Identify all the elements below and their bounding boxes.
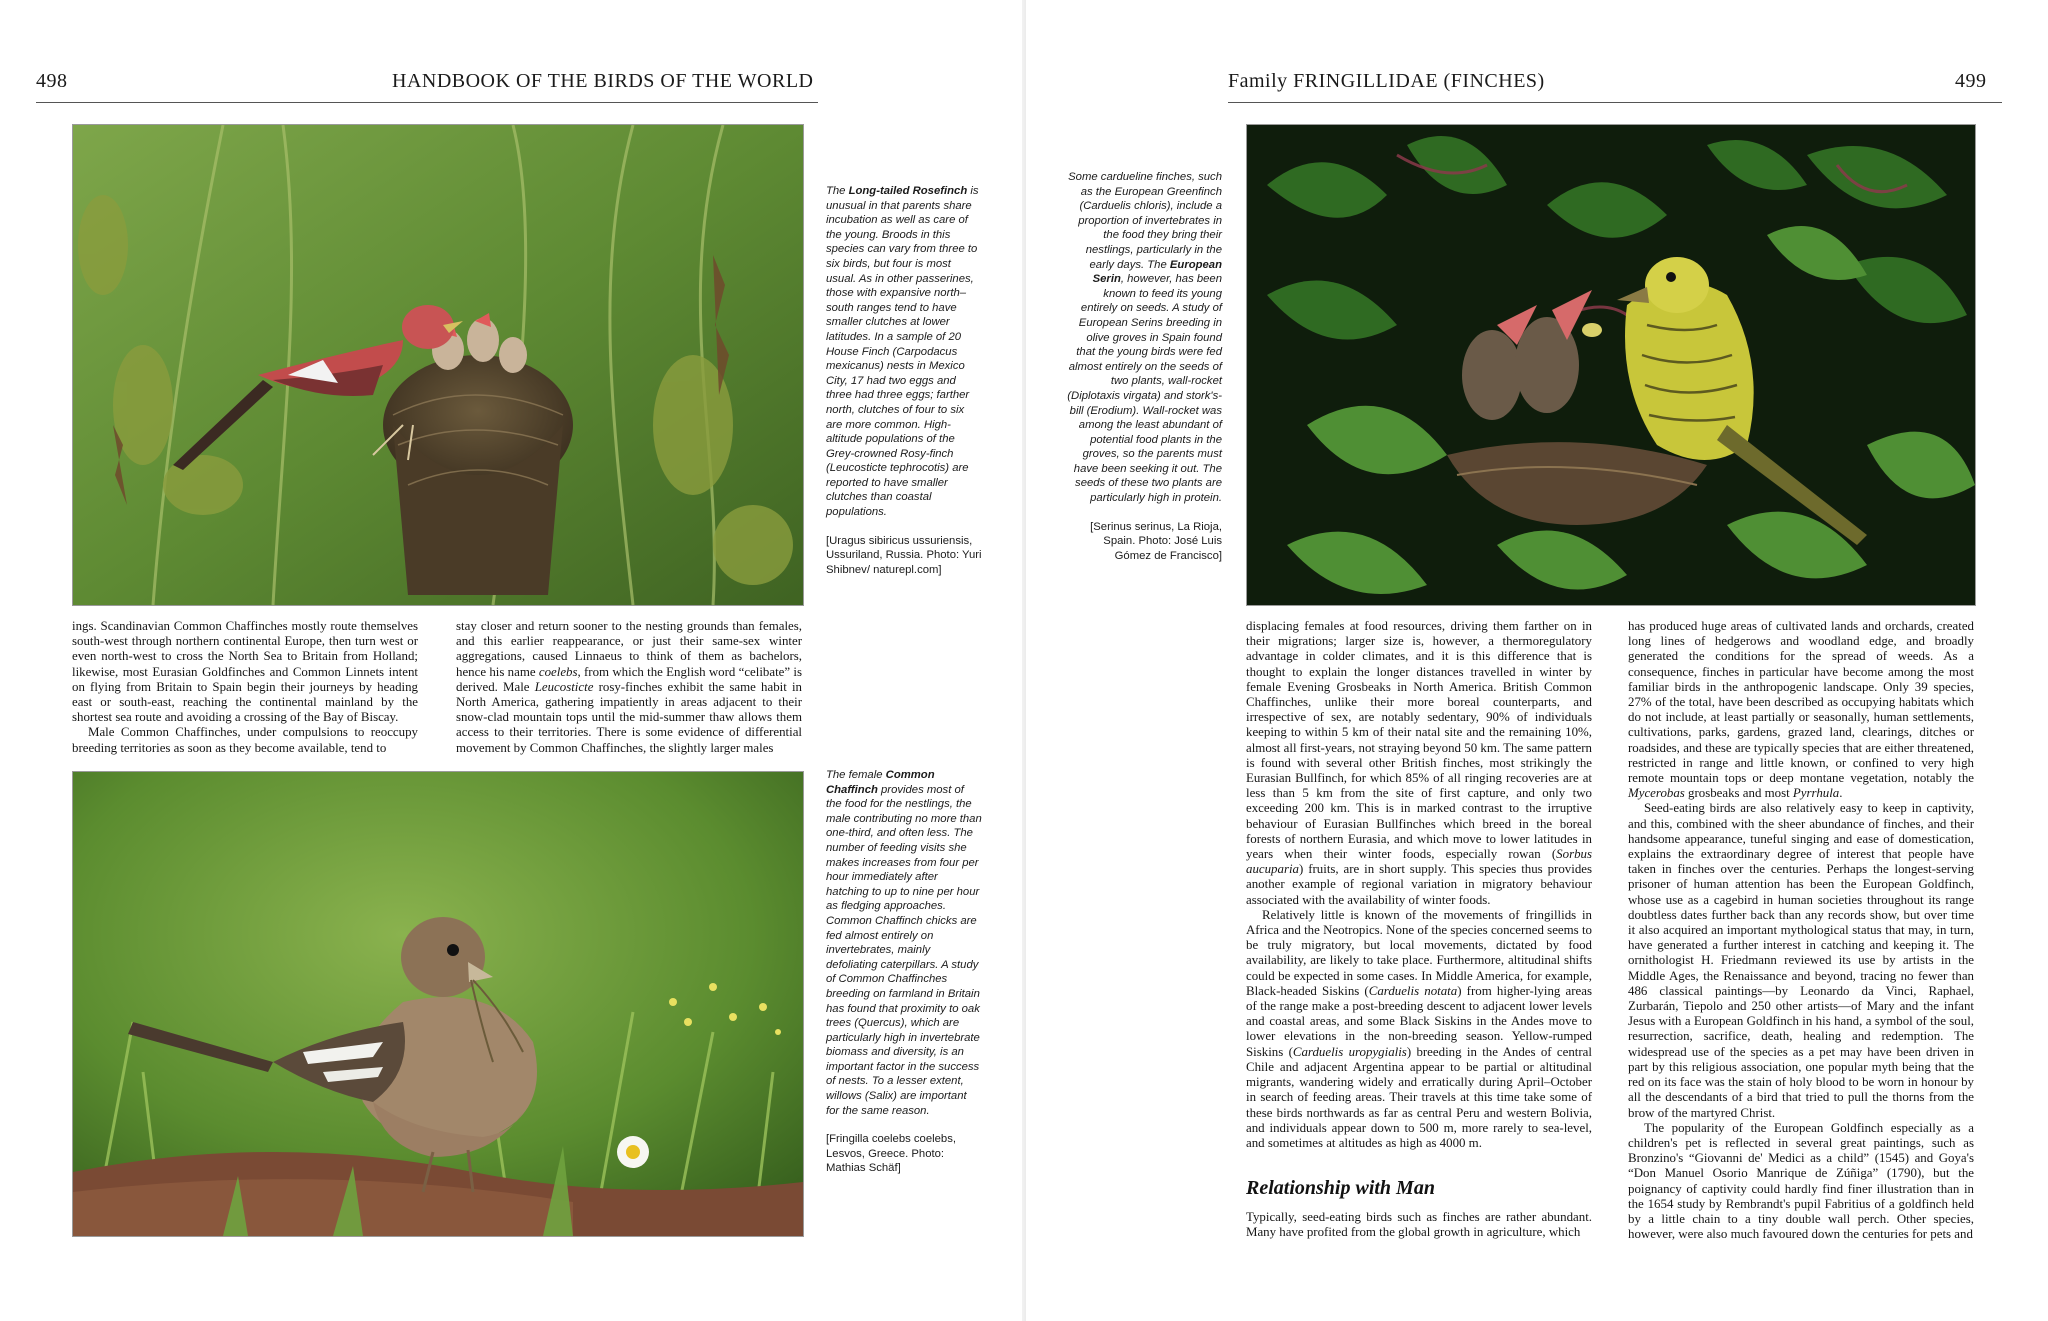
chaffinch-caption: The female Common Chaffinch provides most of the food for the nestlings, the male contributing no more than one-third, and often less. The number of feeding visits she makes increases from four per hour immediately after hatching to up to nine per hour as fledging approaches. Common Chaffinch chicks are fed almost entirely on invertebrates, mainly defoliating caterpillars. A study of Common Chaffinches breeding on farmland in Britain has found that proximity to oak trees (Quercus), which are particularly high in invertebrate biomass and diversity, is an important factor in the success of nests. To a lesser extent, willows (Salix) are important for the same reason. [Fringilla coelebs coelebs, Lesvos, Greece. Photo: Mathias Schäf] [826, 769, 982, 1175]
right-text-column-1: displacing females at food resources, driving them farther on in their migrations; larger size is, however, a thermoregulatory advantage in colder climates, and it is this difference that is thought to explain the longer distances travelled in winter by female Evening Grosbeaks in North America. British Common Chaffinches, unlike their more boreal counterparts, and irrespective of sex, are notably sedentary, 90% of individuals keeping to within 5 km of their natal site and the remaining 10%, almost all first-years, not straying beyond 50 km. The same pattern is found with several other British finches, most strikingly the Eurasian Bullfinch, for which 85% of all ringing recoveries are at less than 5 km from the site of first capture, and only two exceeding 200 km. This is in marked contrast to the irruptive behaviour of Eurasian Bullfinches which breed in the boreal forests of northern Eurasia, and which move to lower latitudes in years when their winter foods, especially rowan (Sorbus aucuparia) fruits, are in short supply. This species thus provides another example of regional variation in migratory behaviour associated with the availability of winter foods. Relatively little is known of the movements of fringillids in Africa and the Neotropics. None of the species concerned seems to be truly migratory, but local movements, dictated by food availability, are likely to take place. Furthermore, altitudinal shifts could be expected in some cases. In Middle America, for example, Black-headed Siskins (Carduelis notata) from higher-lying areas of the range make a post-breeding descent to adjacent lower levels and coastal areas, and some Black Siskins in the Andes move to lower elevations in the non-breeding season. Yellow-rumped Siskins (Carduelis uropygialis) breeding in the Andes of central Chile and adjacent Argentina appear to be partial or altitudinal migrants, wandering widely and erratically during April–October in search of feeding areas. Their travels at this time take some of these birds northwards as far as central Peru and western Bolivia, and individuals appear down to 500 m, more rarely to sea-level, and sometimes at altitudes as high as 4000 m. [1246, 619, 1592, 1150]
rosefinch-photo-credit: [Uragus sibiricus ussuriensis, Ussuriland, Russia. Photo: Yuri Shibnev/ naturepl.com] [826, 534, 982, 576]
left-text-column-1: ings. Scandinavian Common Chaffinches mostly route themselves south-west through northern continental Europe, then turn west or even north-west to cross the North Sea to Britain from Holland; likewise, most Eurasian Goldfinches and Common Linnets intent on flying from Britain to Spain begin their journeys by heading east or south-east, reaching the continental mainland by the shortest sea route and avoiding a crossing of the Bay of Biscay. Male Common Chaffinches, under compulsions to reoccupy breeding territories as soon as they become available, tend to [72, 619, 418, 755]
right-text-column-2: has produced huge areas of cultivated lands and orchards, created long lines of hedgerows and woodland edge, and broadly generated the conditions for the spread of weeds. As a consequence, finches in particular have become among the most familiar birds in the anthropogenic landscape. Only 39 species, 27% of the total, have been described as occupying habitats which do not include, at least partially or seasonally, human settlements, cultivations, parks, gardens, grazed land, clearings, ditches or roadsides, and these are typically species that are either threatened, restricted in range and little known, or confined to very high remote mountain tops or deep montane vegetation, notably the Mycerobas grosbeaks and most Pyrrhula. Seed-eating birds are also relatively easy to keep in captivity, and this, combined with the sheer abundance of finches, and their handsome appearance, tuneful singing and ease of domestication, explains the extraordinary degree of interest that people have taken in finches over the centuries. Perhaps the longest-serving prisoner of human attention has been the European Goldfinch, whose use as a cagebird in human societies throughout its range doubtless dates further back than any records show, but over time it also acquired an important mythological status that may, in turn, have generated a further interest in catching and keeping it. The ornithologist H. Friedmann reviewed its use by artists in the Middle Ages, the Renaissance and beyond, tracing no fewer than 486 classical paintings—by Leonardo da Vinci, Raphael, Zurbarán, Tiepolo and 250 other artists—of Mary and the infant Jesus with a European Goldfinch in his hand, a symbol of the soul, resurrection, sacrifice, death, healing and redemption. The widespread use of the species as a pet may have been driven in part by this religious association, one popular myth being that the red on its face was the stain of holy blood to be worn in honour by all the descendants of a bird that tried to pull the thorns from the brow of the martyred Christ. The popularity of the European Goldfinch especially as a children's pet is reflected in several great paintings, such as Bronzino's “Giovanni de' Medici as a child” (1545) and Goya's “Don Manuel Osorio Manrique de Zúñiga” (1790), but the poignancy of captivity could hardly find finer illustration than in the 1654 study by Rembrandt's pupil Fabritius of a goldfinch held by a little chain to a tiny double wall perch. Other species, however, were also much favoured down the centuries for pets and [1628, 619, 1974, 1242]
chaffinch-photo [72, 771, 804, 1237]
right-running-head: Family FRINGILLIDAE (FINCHES) [1228, 70, 1545, 92]
left-text-column-2: stay closer and return sooner to the nesting grounds than females, and this earlier reappearance, or just their same-sex winter aggregations, caused Linnaeus to think of them as bachelors, hence his name coelebs, from which the English word “celibate” is derived. Male Leucosticte rosy-finches exhibit the same habit in North America, gathering impatiently in areas adjacent to their snow-clad mountain tops until the mid-summer thaw allows them access to their territories. There is some evidence of differential movement by Common Chaffinches, the slightly larger males [456, 619, 802, 755]
serin-photo-credit: [Serinus serinus, La Rioja, Spain. Photo: José Luis Gómez de Francisco] [1090, 520, 1222, 562]
right-text-column-1-continued: Typically, seed-eating birds such as finches are rather abundant. Many have profited from the global growth in agriculture, which [1246, 1210, 1592, 1240]
rosefinch-nest-photo [72, 124, 804, 606]
section-heading-relationship-with-man: Relationship with Man [1246, 1177, 1435, 1199]
serin-caption: Some carduelinе finches, such as the European Greenfinch (Carduelis chloris), include a proportion of invertebrates in the food they bring their nestlings, particularly in the early days. The European Serin, however, has been known to feed its young entirely on seeds. A study of European Serins breeding in olive groves in Spain found that the young birds were fed almost entirely on the seeds of two plants, wall-rocket (Diplotaxis virgata) and stork's-bill (Erodium). Wall-rocket was among the least abundant of potential food plants in the groves, so the parents must have been seeking it out. The seeds of these two plants are particularly high in protein. [Serinus serinus, La Rioja, Spain. Photo: José Luis Gómez de Francisco] [1067, 171, 1222, 562]
left-page [0, 0, 1022, 1321]
right-page [1026, 0, 2048, 1321]
chaffinch-photo-credit: [Fringilla coelebs coelebs, Lesvos, Greece. Photo: Mathias Schäf] [826, 1133, 956, 1175]
left-page-number: 498 [36, 70, 68, 92]
serin-feeding-chicks-photo [1246, 124, 1976, 606]
right-page-number: 499 [1955, 70, 1987, 92]
left-header-rule [36, 102, 818, 103]
left-running-head: HANDBOOK OF THE BIRDS OF THE WORLD [392, 70, 814, 92]
rosefinch-caption: The Long-tailed Rosefinch is unusual in that parents share incubation as well as care of the young. Broods in this species can vary from three to six birds, but four is most usual. As in other passerines, those with expansive north–south ranges tend to have smaller clutches at lower latitudes. In a sample of 20 House Finch (Carpodacus mexicanus) nests in Mexico City, 17 had two eggs and three had three eggs; farther north, clutches of four to six are more common. High-altitude populations of the Grey-crowned Rosy-finch (Leucosticte tephrocotis) are reported to have smaller clutches than coastal populations. [Uragus sibiricus ussuriensis, Ussuriland, Russia. Photo: Yuri Shibnev/ naturepl.com] [826, 185, 982, 576]
right-header-rule [1228, 102, 2002, 103]
